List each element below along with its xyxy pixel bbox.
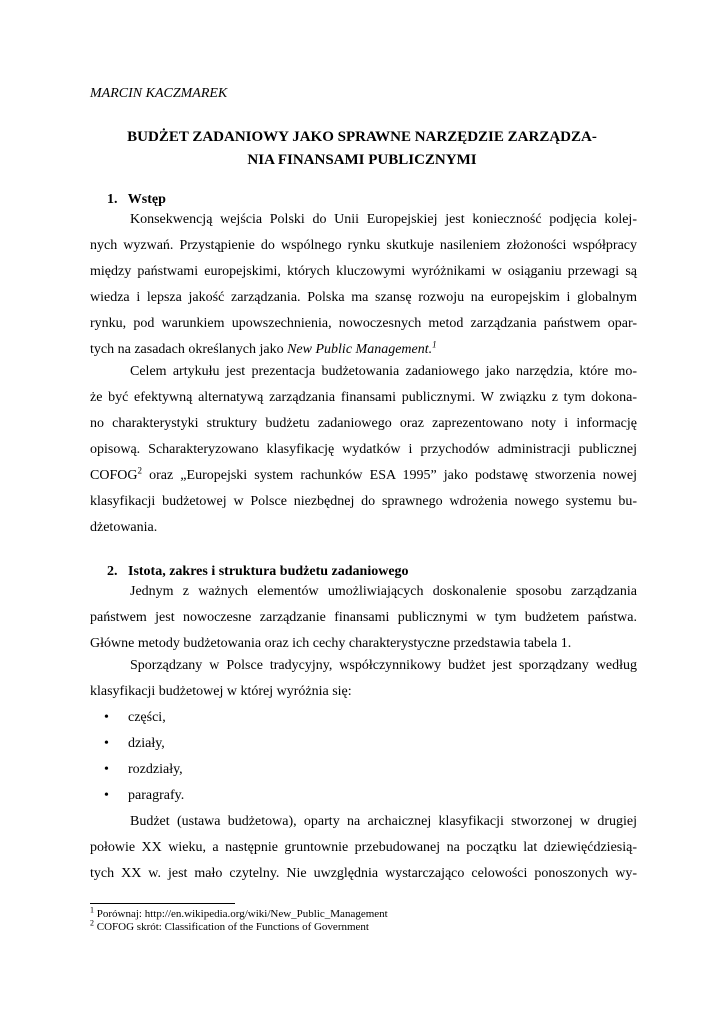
text-fragment: oraz „Europejski system rachunków ESA 1995” jako podstawę stworzenia nowej: [141, 468, 637, 483]
text-line: między państwami europejskimi, których kluczowymi wyróżnikami w osiąganiu przewagi są: [90, 264, 637, 279]
list-item-text: rozdziały,: [128, 762, 183, 777]
text-line: wiedza i lepsza jakość zarządzania. Polska ma szansę rozwoju na europejskim i globalnym: [90, 290, 637, 305]
text-line: tych XX w. jest mało czytelny. Nie uwzględnia wystarczająco celowości ponoszonych wy-: [90, 866, 637, 881]
text-line: że być efektywną alternatywą zarządzania finansami publicznymi. W związku z tym dokona-: [90, 390, 637, 405]
text-line: opisową. Scharakteryzowano klasyfikację wydatków i przychodów administracji publicznej: [90, 442, 637, 457]
footnote-ref-2: 2: [137, 465, 142, 476]
text-line: klasyfikacji budżetowej w której wyróżnia się:: [90, 684, 352, 699]
text-line: państwem jest nowoczesne zarządzanie finansami publicznymi w tym budżetem państwa.: [90, 610, 637, 625]
text-line: [90, 463, 637, 489]
text-fragment: COFOG: [90, 468, 138, 483]
list-item-text: działy,: [128, 736, 165, 751]
list-item: [104, 705, 184, 731]
footnote-number: 2: [90, 918, 94, 928]
footnote-ref-1: 1: [432, 339, 437, 350]
section-1-paragraph-2: [90, 359, 637, 541]
bullet-icon: •: [104, 788, 109, 803]
bullet-list: [104, 705, 184, 809]
footnote-1: [90, 905, 388, 921]
text-line: Główne metody budżetowania oraz ich cechy charakterystyczne przedstawia tabela 1.: [90, 636, 572, 651]
text-line: Celem artykułu jest prezentacja budżetowania zadaniowego jako narzędzia, które mo-: [130, 364, 637, 379]
list-item-text: paragrafy.: [128, 788, 185, 803]
text-line: rynku, pod warunkiem upowszechnienia, nowoczesnych metod zarządzania państwem opar-: [90, 316, 637, 331]
text-line: Budżet (ustawa budżetowa), oparty na archaicznej klasyfikacji stworzonej w drugiej: [130, 814, 637, 829]
text-line: nych wyzwań. Przystąpienie do wspólnego rynku skutkuje nasileniem złożoności współpracy: [90, 238, 637, 253]
section-1-heading: 1. Wstęp: [107, 192, 166, 207]
section-1-paragraph-1: [90, 207, 637, 363]
footnote-separator: [90, 903, 235, 904]
text-line: Konsekwencją wejścia Polski do Unii Europejskiej jest konieczność podjęcia kolej-: [130, 212, 637, 227]
title-line-2: NIA FINANSAMI PUBLICZNYMI: [247, 152, 477, 168]
footnote-text: Porównaj: http://en.wikipedia.org/wiki/New_Public_Management: [94, 908, 388, 920]
text-fragment: tych na zasadach określanych jako: [90, 342, 288, 357]
italic-term: New Public Management.: [287, 342, 433, 357]
bullet-icon: •: [104, 710, 109, 725]
paper-title: [90, 126, 634, 172]
footnote-2: [90, 918, 369, 934]
text-line: Jednym z ważnych elementów umożliwiających doskonalenie sposobu zarządzania: [130, 584, 637, 599]
section-2-paragraph-2: [90, 653, 637, 705]
author-name: MARCIN KACZMAREK: [90, 86, 228, 101]
list-item: [104, 783, 184, 809]
text-line: klasyfikacji budżetowej w Polsce niezbędnej do sprawnego wdrożenia nowego systemu bu-: [90, 494, 637, 509]
section-2-paragraph-3: [90, 809, 637, 887]
title-line-1: BUDŻET ZADANIOWY JAKO SPRAWNE NARZĘDZIE ZARZĄDZA-: [127, 129, 597, 145]
text-line: dżetowania.: [90, 520, 158, 535]
text-line: no charakterystyki struktury budżetu zadaniowego oraz zaprezentowano noty i informację: [90, 416, 637, 431]
list-item-text: części,: [128, 710, 166, 725]
footnote-number: 1: [90, 905, 94, 915]
footnote-text: COFOG skrót: Classification of the Functions of Government: [94, 921, 369, 933]
section-2-heading: 2. Istota, zakres i struktura budżetu zadaniowego: [107, 564, 409, 579]
section-2-paragraph-1: [90, 579, 637, 657]
bullet-icon: •: [104, 762, 109, 777]
text-line: Sporządzany w Polsce tradycyjny, współczynnikowy budżet jest sporządzany według: [130, 658, 637, 673]
text-line: połowie XX wieku, a następnie gruntownie przebudowanej na początku lat dziewięćdziesią-: [90, 840, 637, 855]
list-item: [104, 731, 184, 757]
bullet-icon: •: [104, 736, 109, 751]
list-item: [104, 757, 184, 783]
